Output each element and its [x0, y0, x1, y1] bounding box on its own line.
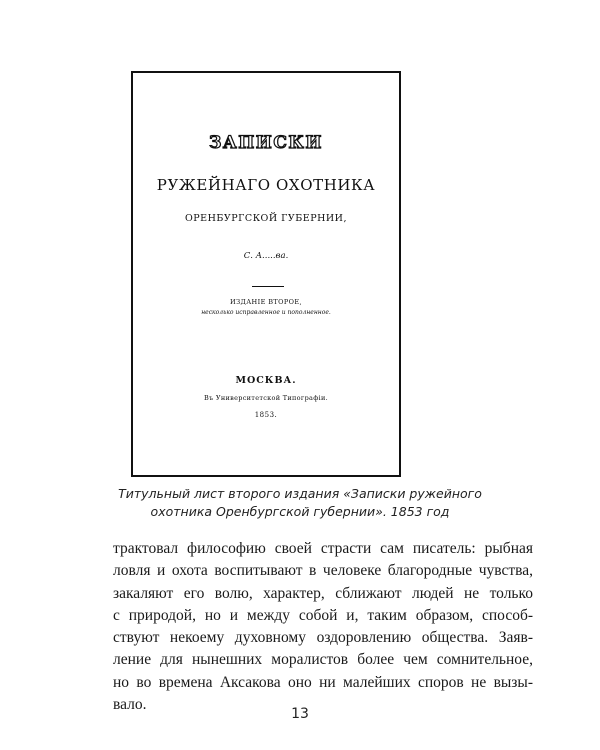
paragraph-line: закаляют его волю, характер, сближают людей не только — [113, 584, 533, 602]
title-page-subtitle: РУЖЕЙНАГО ОХОТНИКА — [156, 176, 376, 194]
body-paragraph — [113, 538, 533, 716]
title-page-rule — [252, 286, 284, 287]
title-page-year: 1853. — [254, 411, 278, 419]
paragraph-line: с природой, но и между собой и, таким образом, способ- — [113, 606, 533, 624]
title-page-image — [131, 71, 401, 477]
paragraph-line: трактовал философию своей страсти сам писатель: рыбная — [113, 540, 533, 557]
figure-caption — [80, 485, 520, 521]
title-page-edition-note: несколько исправленное и пополненное. — [201, 309, 331, 316]
paragraph-line: ловля и охота воспитывают в человеке благородные чувства, — [113, 562, 533, 580]
paragraph-line: но во времена Аксакова оно ни малейших споров не вызы- — [113, 673, 533, 691]
caption-line: охотника Оренбургской губернии». 1853 год — [150, 504, 450, 519]
title-page-author: С. А.....ва. — [243, 251, 289, 261]
title-page-province: ОРЕНБУРГСКОЙ ГУБЕРНИИ, — [185, 213, 347, 224]
title-page-heading: ЗАПИСКИ — [209, 133, 323, 153]
paragraph-line: вало. — [113, 696, 147, 714]
paragraph-line: ление для нынешних моралистов более чем сомнительное, — [113, 651, 533, 669]
title-page-city: МОСКВА. — [235, 375, 297, 386]
paragraph-line: ствуют некоему духовному оздоровлению общества. Заяв- — [113, 629, 533, 647]
page-number: 13 — [291, 706, 309, 722]
title-page-press: Въ Университетской Типографіи. — [204, 394, 328, 402]
caption-line: Титульный лист второго издания «Записки ружейного — [118, 486, 482, 501]
title-page-edition: ИЗДАНІЕ ВТОРОЕ, — [230, 298, 302, 306]
